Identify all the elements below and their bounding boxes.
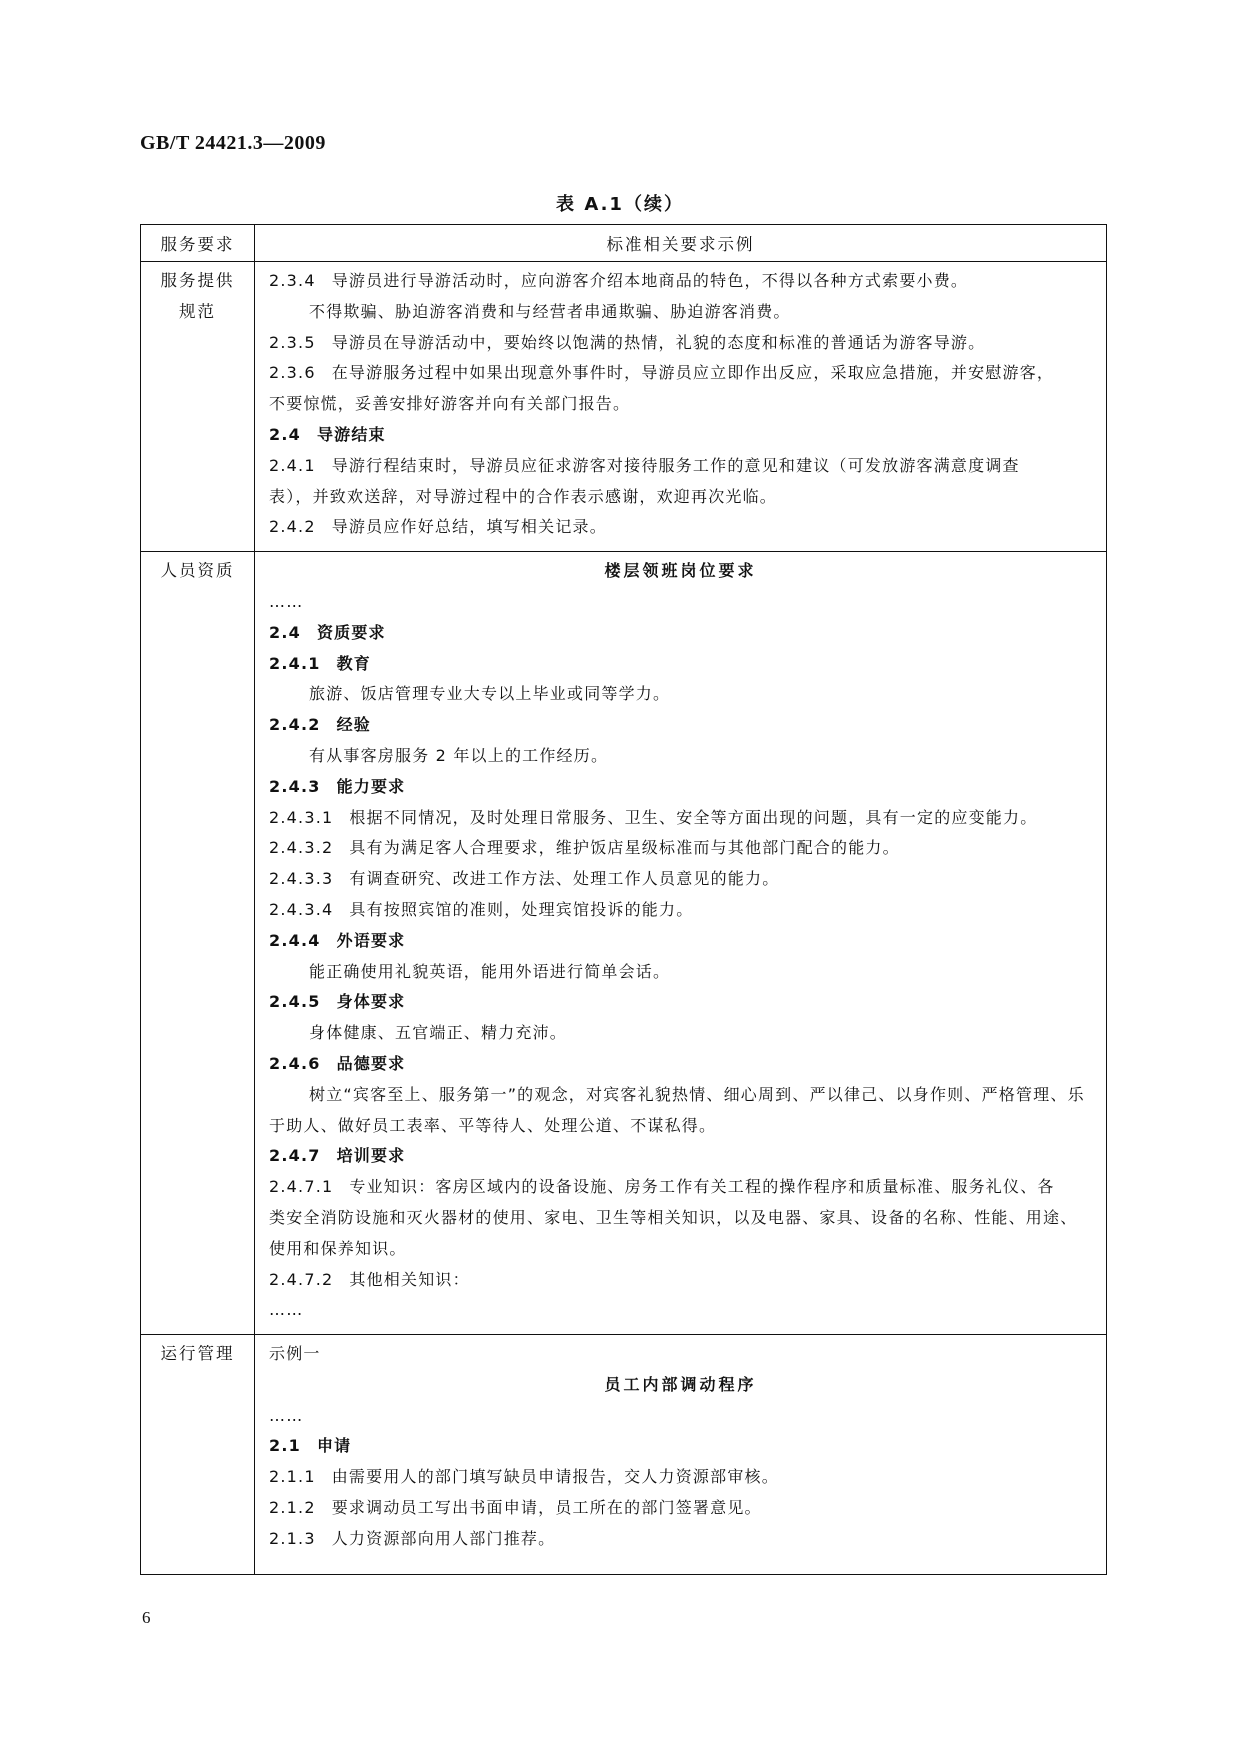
example-label: 示例一 [269,1344,321,1364]
ellipsis: …… [269,1405,304,1425]
example-cell [255,552,1107,1335]
requirement-cell: 运行管理 [141,1335,255,1575]
clause-line: 2.1.1 由需要用人的部门填写缺员申请报告，交人力资源部审核。 [269,1467,779,1487]
section-heading: 2.4 导游结束 [269,424,386,444]
clause-line: 2.4.3.4 具有按照宾馆的准则，处理宾馆投诉的能力。 [269,899,694,919]
clause-line: 2.4.1 导游行程结束时，导游员应征求游客对接待服务工作的意见和建议（可发放游客满意度调查 [269,455,1020,475]
requirements-table [140,224,1107,1575]
clause-line: 2.3.4 导游员进行导游活动时，应向游客介绍本地商品的特色，不得以各种方式索要小费。 [269,271,969,290]
clause-line: 旅游、饭店管理专业大专以上毕业或同等学力。 [309,684,671,704]
table-row [141,262,1107,552]
table-header-row [141,225,1107,262]
section-heading: 2.4 资质要求 [269,622,386,642]
document-code: GB/T 24421.3—2009 [140,132,326,154]
ellipsis: …… [269,1300,304,1320]
clause-line: 2.1.2 要求调动员工写出书面申请，员工所在的部门签署意见。 [269,1498,762,1518]
table-row [141,552,1107,1335]
clause-line: 2.3.6 在导游服务过程中如果出现意外事件时，导游员应立即作出反应，采取应急措施，并安慰游客， [269,363,1055,383]
clause-line: 表），并致欢送辞，对导游过程中的合作表示感谢，欢迎再次光临。 [269,486,778,506]
subsection-title: 员工内部调动程序 [604,1374,757,1394]
column-header-requirement: 服务要求 [141,225,255,262]
section-heading: 2.1 申请 [269,1436,352,1456]
column-header-example: 标准相关要求示例 [255,225,1107,262]
clause-line: 2.1.3 人力资源部向用人部门推荐。 [269,1528,556,1548]
clause-line: 使用和保养知识。 [269,1238,407,1258]
clause-line: 有从事客房服务 2 年以上的工作经历。 [309,745,609,765]
table-row [141,1335,1107,1575]
clause-line: 能正确使用礼貌英语，能用外语进行简单会话。 [309,961,671,981]
table-caption: 表 A.1（续） [556,194,684,215]
section-heading: 2.4.7 培训要求 [269,1146,406,1166]
section-heading: 2.4.3 能力要求 [269,776,406,796]
subsection-title: 楼层领班岗位要求 [604,561,757,581]
clause-line: 不要惊慌，妥善安排好游客并向有关部门报告。 [269,394,631,414]
clause-line: 2.4.3.2 具有为满足客人合理要求，维护饭店星级标准而与其他部门配合的能力。 [269,838,900,858]
clause-line: 2.4.3.3 有调查研究、改进工作方法、处理工作人员意见的能力。 [269,869,780,889]
ellipsis: …… [269,591,304,611]
section-heading: 2.4.6 品德要求 [269,1053,406,1073]
requirement-cell: 服务提供规范 [141,262,255,552]
clause-line: 2.4.3.1 根据不同情况，及时处理日常服务、卫生、安全等方面出现的问题，具有一定的应变能力。 [269,807,1038,827]
page-number: 6 [142,1608,151,1627]
example-cell [255,1335,1107,1575]
requirement-cell: 人员资质 [141,552,255,1335]
section-heading: 2.4.1 教育 [269,653,371,673]
section-heading: 2.4.5 身体要求 [269,992,406,1012]
section-heading: 2.4.4 外语要求 [269,930,406,950]
clause-line: 身体健康、五官端正、精力充沛。 [309,1023,568,1043]
clause-line: 2.4.7.2 其他相关知识： [269,1269,470,1289]
clause-line: 2.3.5 导游员在导游活动中，要始终以饱满的热情，礼貌的态度和标准的普通话为游客导游。 [269,332,986,352]
clause-line: 树立“宾客至上、服务第一”的观念，对宾客礼貌热情、细心周到、严以律己、以身作则、严格管理、乐 [309,1084,1085,1104]
clause-line: 于助人、做好员工表率、平等待人、处理公道、不谋私得。 [269,1115,717,1135]
clause-line: 2.4.2 导游员应作好总结，填写相关记录。 [269,517,607,537]
clause-line: 不得欺骗、胁迫游客消费和与经营者串通欺骗、胁迫游客消费。 [309,301,791,321]
clause-line: 2.4.7.1 专业知识：客房区域内的设备设施、房务工作有关工程的操作程序和质量标准、服务礼仪、各 [269,1177,1055,1197]
section-heading: 2.4.2 经验 [269,715,371,735]
example-cell [255,262,1107,552]
clause-line: 类安全消防设施和灭火器材的使用、家电、卫生等相关知识，以及电器、家具、设备的名称、性能、用途、 [269,1207,1078,1227]
